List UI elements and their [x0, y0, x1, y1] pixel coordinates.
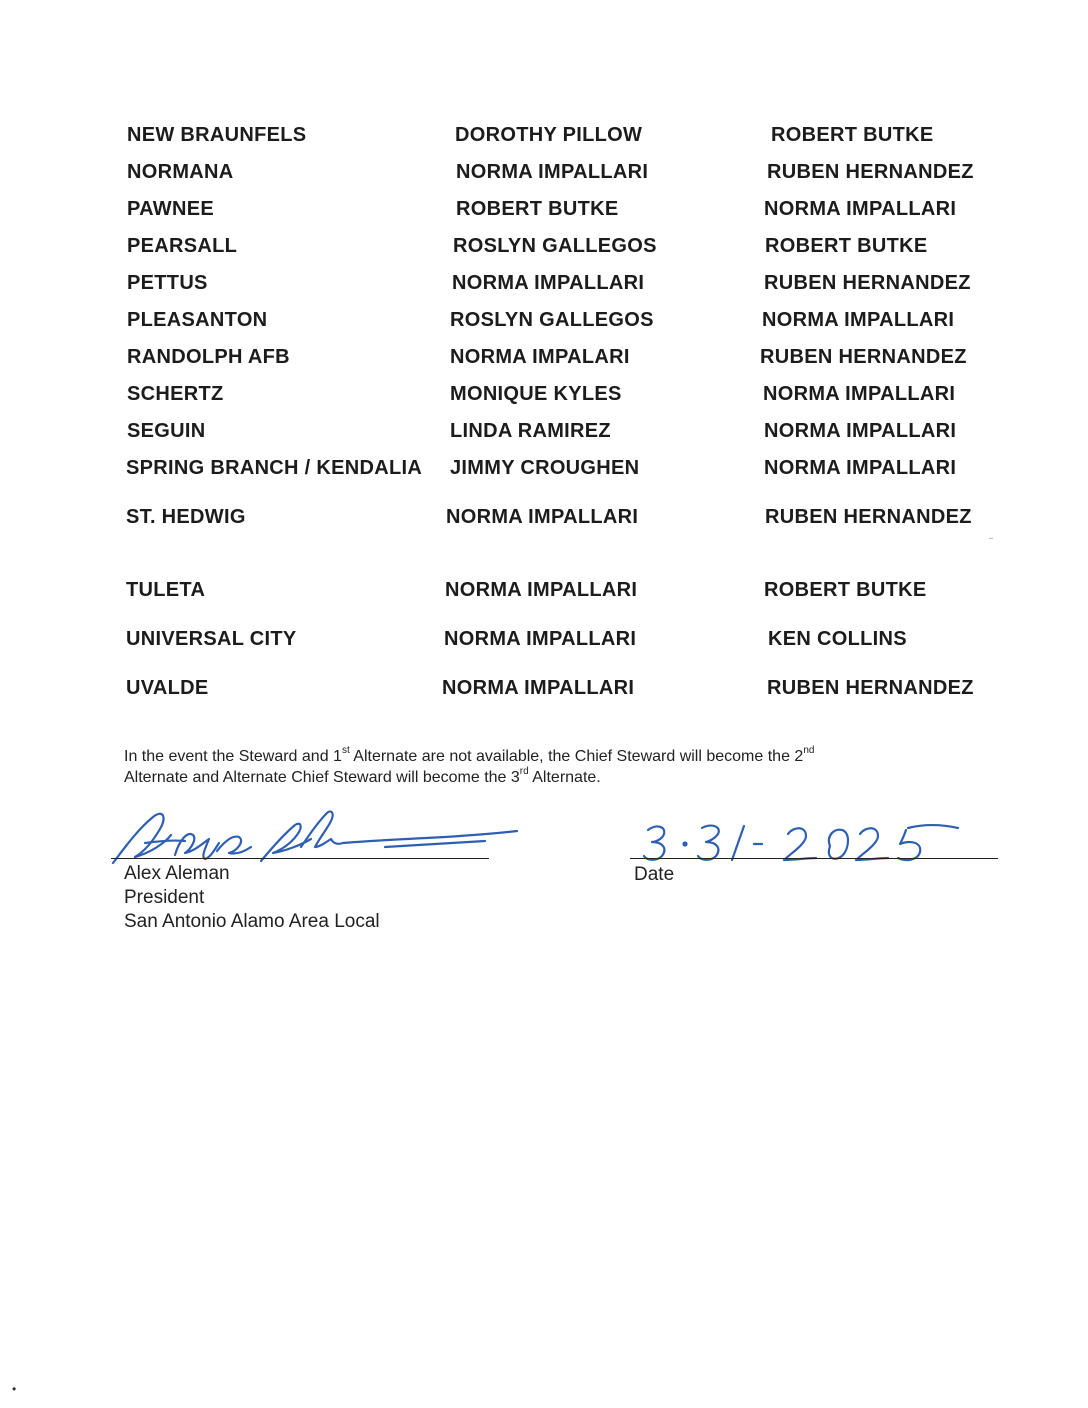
table-row	[0, 579, 1088, 605]
location-cell: SPRING BRANCH / KENDALIA	[126, 457, 423, 479]
table-row	[0, 677, 1088, 703]
alternate-cell: ROBERT BUTKE	[765, 235, 928, 257]
steward-cell: MONIQUE KYLES	[450, 383, 622, 405]
signatory-title: President	[124, 887, 205, 908]
steward-cell: NORMA IMPALARI	[450, 346, 630, 368]
alternate-cell: ROBERT BUTKE	[764, 579, 927, 601]
steward-cell: ROSLYN GALLEGOS	[450, 309, 654, 331]
location-cell: TULETA	[126, 579, 206, 601]
alternate-cell: RUBEN HERNANDEZ	[767, 161, 974, 183]
location-cell: SCHERTZ	[127, 383, 224, 405]
alternate-cell: ROBERT BUTKE	[771, 124, 934, 146]
alternate-note	[124, 746, 984, 788]
location-cell: NEW BRAUNFELS	[127, 124, 307, 146]
note-text-1: In the event the Steward and 1	[124, 748, 342, 765]
table-row	[0, 161, 1088, 187]
alternate-cell: NORMA IMPALLARI	[764, 198, 957, 220]
alternate-cell: NORMA IMPALLARI	[763, 383, 956, 405]
table-row	[0, 272, 1088, 298]
date-label: Date	[634, 864, 675, 885]
steward-cell: ROBERT BUTKE	[456, 198, 619, 220]
handwritten-date	[640, 818, 970, 868]
steward-cell: NORMA IMPALLARI	[456, 161, 649, 183]
alternate-cell: RUBEN HERNANDEZ	[765, 506, 972, 528]
alternate-cell: RUBEN HERNANDEZ	[764, 272, 971, 294]
steward-cell: NORMA IMPALLARI	[452, 272, 645, 294]
steward-cell: LINDA RAMIREZ	[450, 420, 611, 442]
scan-mark	[989, 538, 993, 539]
alternate-cell: RUBEN HERNANDEZ	[760, 346, 967, 368]
table-row	[0, 383, 1088, 409]
alternate-cell: NORMA IMPALLARI	[762, 309, 955, 331]
table-row	[0, 346, 1088, 372]
steward-cell: NORMA IMPALLARI	[442, 677, 635, 699]
note-sup-2: nd	[803, 744, 815, 756]
steward-cell: NORMA IMPALLARI	[444, 628, 637, 650]
table-row	[0, 309, 1088, 335]
location-cell: PEARSALL	[127, 235, 238, 257]
table-row	[0, 506, 1088, 532]
location-cell: PAWNEE	[127, 198, 214, 220]
signatory-name: Alex Aleman	[124, 863, 230, 884]
table-row	[0, 420, 1088, 446]
location-cell: RANDOLPH AFB	[127, 346, 290, 368]
location-cell: SEGUIN	[127, 420, 206, 442]
note-text-2: Alternate are not available, the Chief Steward will become the 2	[349, 748, 804, 765]
location-cell: PETTUS	[127, 272, 208, 294]
location-cell: UNIVERSAL CITY	[126, 628, 297, 650]
table-row	[0, 457, 1088, 483]
note-text-4: Alternate.	[528, 769, 601, 786]
steward-cell: DOROTHY PILLOW	[455, 124, 643, 146]
location-cell: PLEASANTON	[127, 309, 268, 331]
signatory-block	[124, 862, 380, 934]
steward-cell: ROSLYN GALLEGOS	[453, 235, 657, 257]
location-cell: UVALDE	[126, 677, 209, 699]
table-row	[0, 235, 1088, 261]
alternate-cell: NORMA IMPALLARI	[764, 457, 957, 479]
location-cell: ST. HEDWIG	[126, 506, 246, 528]
table-row	[0, 124, 1088, 150]
scan-dot: •	[12, 1382, 17, 1396]
alternate-cell: KEN COLLINS	[768, 628, 907, 650]
alternate-cell: NORMA IMPALLARI	[764, 420, 957, 442]
note-sup-1: st	[341, 744, 350, 756]
signature-line	[111, 858, 489, 859]
table-row	[0, 198, 1088, 224]
signatory-organization: San Antonio Alamo Area Local	[124, 911, 380, 932]
location-cell: NORMANA	[127, 161, 234, 183]
steward-cell: NORMA IMPALLARI	[445, 579, 638, 601]
note-sup-3: rd	[519, 765, 529, 777]
date-line	[630, 858, 998, 859]
steward-cell: JIMMY CROUGHEN	[450, 457, 640, 479]
alternate-cell: RUBEN HERNANDEZ	[767, 677, 974, 699]
steward-cell: NORMA IMPALLARI	[446, 506, 639, 528]
note-text-3: Alternate and Alternate Chief Steward will become the 3	[124, 769, 520, 786]
table-row	[0, 628, 1088, 654]
